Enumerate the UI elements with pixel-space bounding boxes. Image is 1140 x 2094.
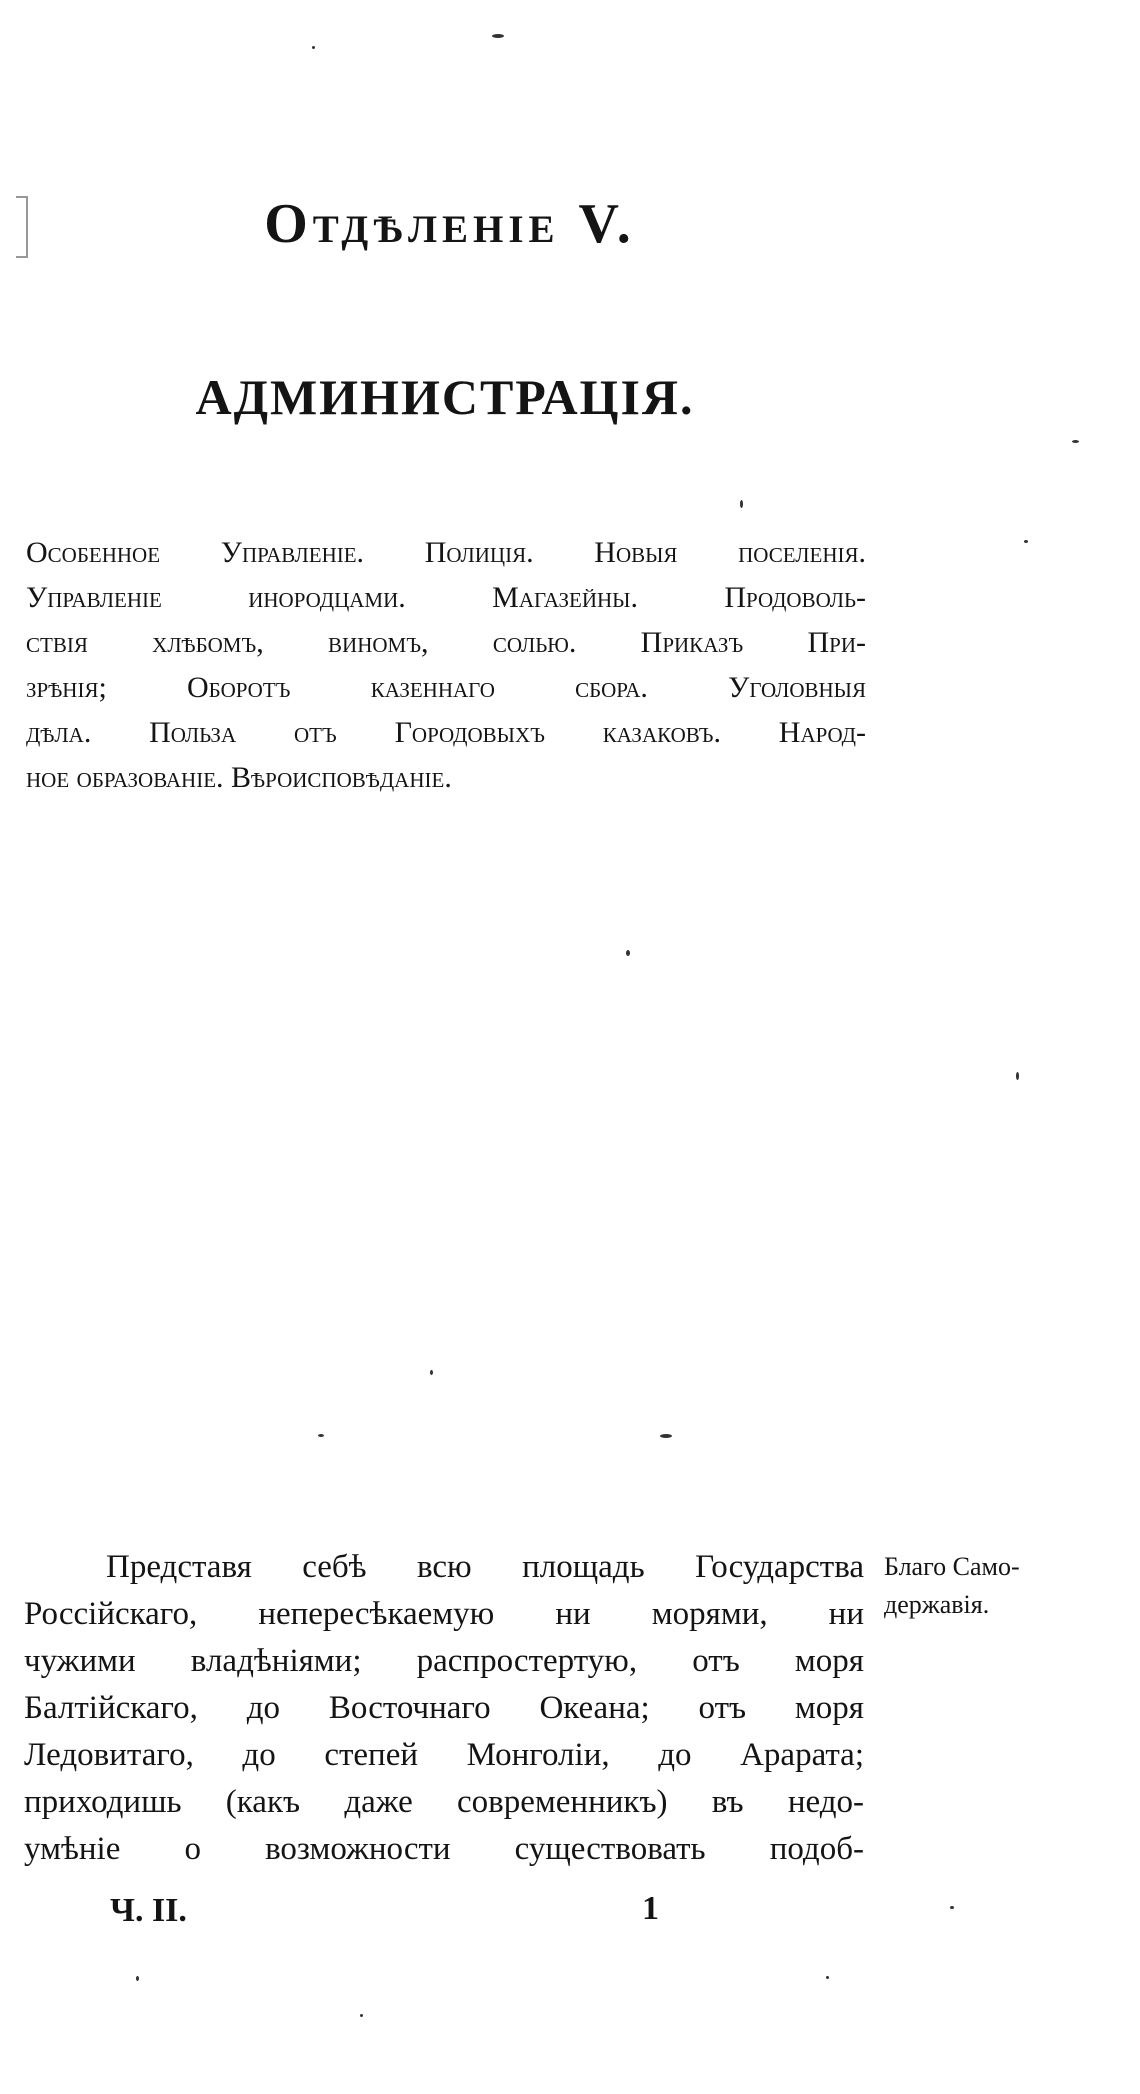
summary-line: ное образованіе. Вѣроисповѣданіе. [26, 761, 452, 794]
margin-note-line: державія. [884, 1590, 990, 1619]
summary-line: дѣла. Польза отъ Городовыхъ казаковъ. Народ- [26, 716, 866, 749]
scan-speck [626, 950, 630, 956]
scan-speck [492, 34, 504, 38]
body-line: приходишь (какъ даже современникъ) въ недо- [24, 1784, 864, 1820]
scan-speck [360, 2014, 363, 2017]
scan-speck [318, 1434, 324, 1437]
scan-speck [312, 46, 315, 49]
summary-line: ствія хлѣбомъ, виномъ, солью. Приказъ При- [26, 626, 866, 659]
chapter-summary [26, 530, 866, 800]
scan-speck [1024, 540, 1028, 543]
section-heading: Отдѣленіе V. [264, 193, 636, 255]
scan-speck [136, 1976, 139, 1981]
body-paragraph [24, 1544, 864, 1873]
body-line: Ледовитаго, до степей Монголіи, до Арарата; [24, 1737, 864, 1773]
scan-speck [1072, 440, 1079, 443]
body-line: умѣніе о возможности существовать подоб- [24, 1831, 864, 1867]
scan-speck [430, 1370, 433, 1375]
margin-note-line: Благо Само- [884, 1552, 1020, 1581]
page-number: 1 [642, 1890, 659, 1927]
summary-line: Особенное Управленіе. Полиція. Новыя поселенія. [26, 536, 866, 569]
summary-line: зрѣнія; Оборотъ казеннаго сбора. Уголовныя [26, 671, 866, 704]
chapter-heading: АДМИНИСТРАЦІЯ. [195, 369, 695, 425]
scan-speck [740, 500, 743, 508]
body-line: Балтійскаго, до Восточнаго Океана; отъ моря [24, 1690, 864, 1726]
signature-mark: Ч. II. [110, 1892, 187, 1929]
margin-bracket-mark [16, 196, 28, 258]
body-line: чужими владѣніями; распростертую, отъ моря [24, 1643, 864, 1679]
scan-speck [950, 1906, 954, 1909]
summary-line: Управленіе инородцами. Магазейны. Продоволь- [26, 581, 866, 614]
body-line: Представя себѣ всю площадь Государства [106, 1549, 864, 1585]
body-line: Россійскаго, непересѣкаемую ни морями, ни [24, 1596, 864, 1632]
scan-speck [660, 1434, 672, 1438]
scan-speck [1016, 1072, 1019, 1080]
scan-speck [826, 1976, 829, 1979]
margin-note [884, 1548, 1094, 1624]
